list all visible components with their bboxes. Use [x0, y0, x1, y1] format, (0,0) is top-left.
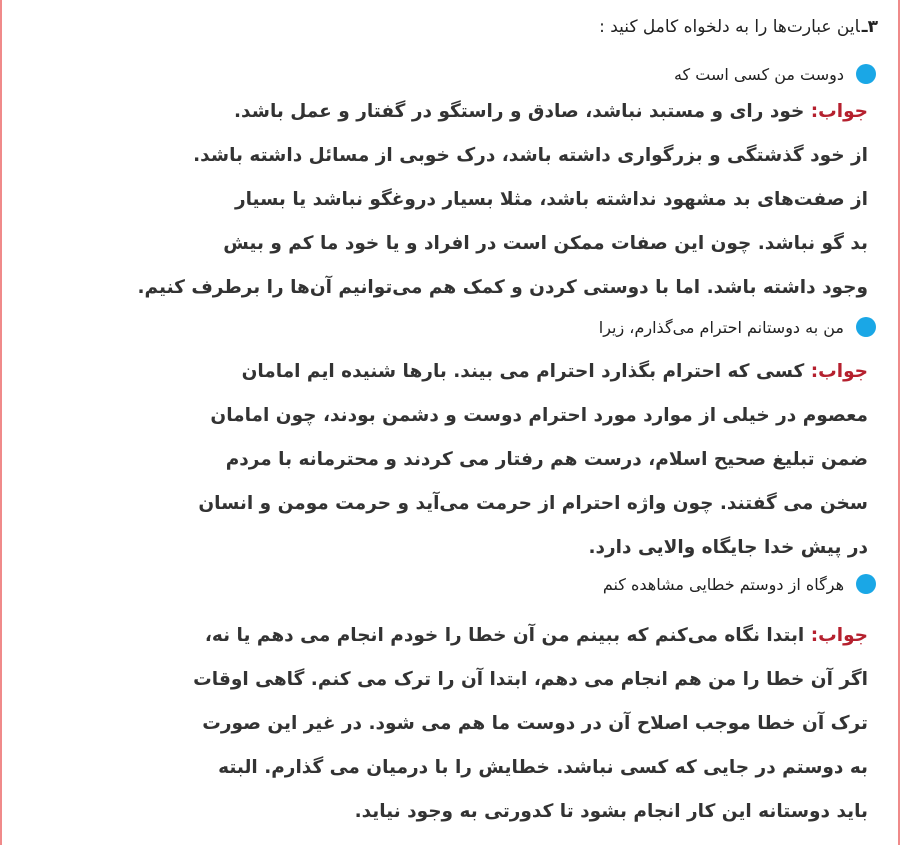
answer-line: به دوستم در جایی که کسی نباشد. خطایش را با درمیان می گذارم. البته: [218, 757, 868, 778]
answer-3: [32, 614, 868, 834]
answer-line: وجود داشته باشد. اما با دوستی کردن و کمک هم می‌توانیم آن‌ها را برطرف کنیم.: [137, 277, 868, 298]
bullet-icon: [856, 574, 876, 594]
answer-label: جواب:: [810, 101, 868, 122]
bullet-icon: [856, 64, 876, 84]
answer-line: بد گو نباشد. چون این صفات ممکن است در افراد و یا خود ما کم و بیش: [223, 233, 868, 254]
answer-line: در پیش خدا جایگاه والایی دارد.: [588, 537, 868, 558]
answer-line: معصوم در خیلی از موارد مورد احترام دوست و دشمن بودند، چون امامان: [210, 405, 868, 426]
exercise-heading: [22, 14, 878, 40]
exercise-instruction: این عبارت‌ها را به دلخواه کامل کنید :: [599, 17, 860, 37]
answer-line: از صفت‌های بد مشهود نداشته باشد، مثلا بسیار دروغگو نباشد یا بسیار: [234, 189, 868, 210]
answer-line: اگر آن خطا را من هم انجام می دهم، ابتدا آن را ترک می کنم. گاهی اوقات: [193, 669, 868, 690]
answer-line: ضمن تبلیغ صحیح اسلام، درست هم رفتار می کردند و محترمانه با مردم: [225, 449, 868, 470]
answer-line: جواب: ابتدا نگاه می‌کنم که ببینم من آن خطا را خودم انجام می دهم یا نه،: [204, 625, 868, 646]
answer-line: جواب: کسی که احترام بگذارد احترام می بیند. بارها شنیده ایم امامان: [241, 361, 868, 382]
answer-line: جواب: خود رای و مستبد نباشد، صادق و راستگو در گفتار و عمل باشد.: [234, 101, 868, 122]
answer-label: جواب:: [810, 625, 868, 646]
prompt-3: [22, 570, 876, 598]
answer-line: از خود گذشتگی و بزرگواری داشته باشد، درک خوبی از مسائل داشته باشد.: [193, 145, 868, 166]
exercise-number: ۳ـ: [861, 17, 878, 37]
answer-2: [32, 350, 868, 570]
prompt-2: [22, 313, 876, 341]
bullet-icon: [856, 317, 876, 337]
answer-line: ترک آن خطا موجب اصلاح آن در دوست ما هم می شود. در غیر این صورت: [202, 713, 868, 734]
answer-label: جواب:: [810, 361, 868, 382]
prompt-1: [22, 60, 876, 88]
answer-line: سخن می گفتند. چون واژه احترام از حرمت می‌آید و حرمت مومن و انسان: [198, 493, 868, 514]
answer-line: باید دوستانه این کار انجام بشود تا کدورتی به وجود نیاید.: [354, 801, 868, 822]
prompt-text: من به دوستانم احترام می‌گذارم، زیرا: [598, 317, 844, 337]
prompt-text: هرگاه از دوستم خطایی مشاهده کنم: [602, 574, 844, 594]
prompt-text: دوست من کسی است که: [673, 64, 844, 84]
answer-1: [32, 90, 868, 310]
